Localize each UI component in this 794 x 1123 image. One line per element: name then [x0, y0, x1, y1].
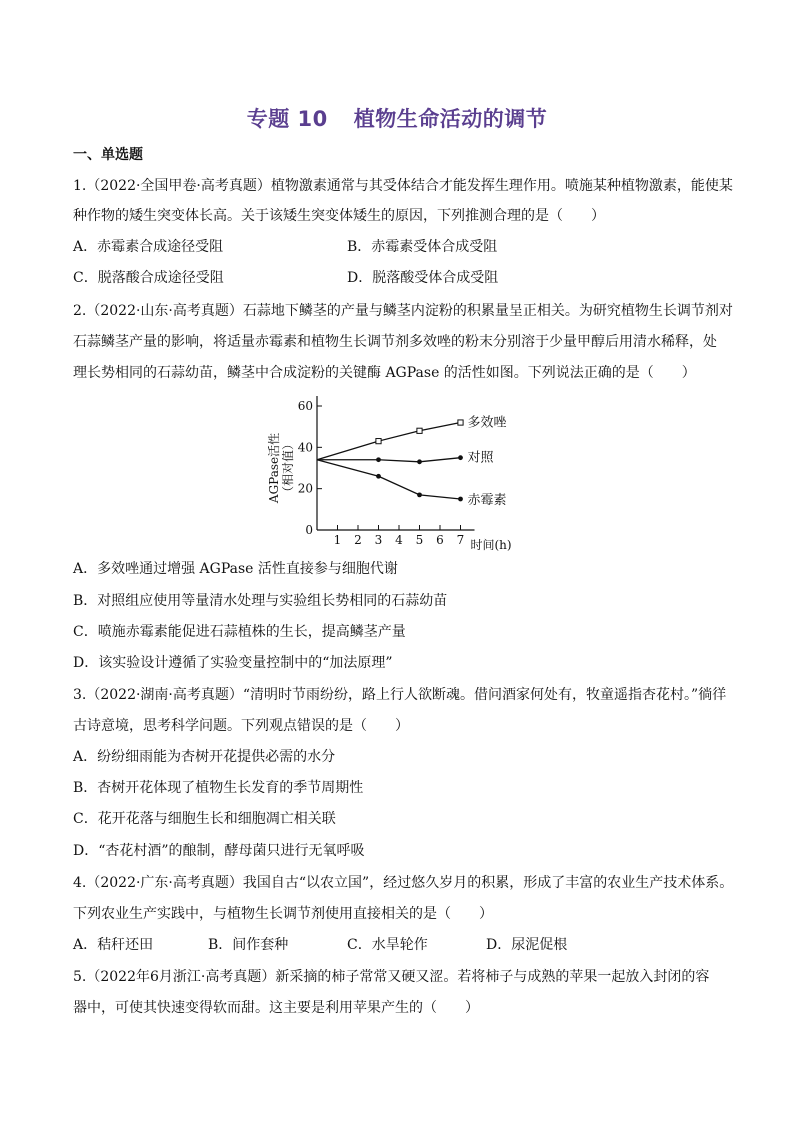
- data-point: [376, 439, 381, 444]
- q2-option-c: C．喷施赤霉素能促进石蒜植株的生长，提高鳞茎产量: [73, 624, 406, 640]
- series-line-2: [317, 460, 461, 499]
- q3-option-c: C．花开花落与细胞生长和细胞凋亡相关联: [73, 811, 336, 827]
- x-tick-label: 1: [333, 533, 342, 547]
- q4-stem-line1: 4.（2022·广东·高考真题）我国自古“以农立国”，经过悠久岁月的积累，形成了丰富的农业生产技术体系。: [73, 875, 734, 891]
- series-line-1: [317, 458, 461, 462]
- x-tick-label: 2: [354, 533, 362, 547]
- q4-stem-line2: 下列农业生产实践中，与植物生长调节剂使用直接相关的是（ ）: [73, 906, 493, 922]
- q2-stem-line2: 石蒜鳞茎产量的影响，将适量赤霉素和植物生长调节剂多效唑的粉末分别溶于少量甲醇后用清水稀释，处: [73, 334, 717, 350]
- y-tick-label: 60: [297, 399, 313, 413]
- q4-option-d: D．尿泥促根: [486, 937, 568, 953]
- q2-option-a: A．多效唑通过增强 AGPase 活性直接参与细胞代谢: [73, 561, 398, 577]
- q3-option-b: B．杏树开花体现了植物生长发育的季节周期性: [73, 780, 364, 796]
- section-heading: 一、单选题: [73, 147, 143, 163]
- x-tick-label: 5: [415, 533, 424, 547]
- page-title: [0, 103, 794, 133]
- x-axis-label: 时间(h): [470, 538, 512, 552]
- q1-option-a: A．赤霉素合成途径受阻: [73, 239, 224, 255]
- q2-option-d: D．该实验设计遵循了实验变量控制中的“加法原理”: [73, 655, 393, 671]
- q2-option-b: B．对照组应使用等量清水处理与实验组长势相同的石蒜幼苗: [73, 593, 448, 609]
- q1-option-c: C．脱落酸合成途径受阻: [73, 270, 224, 286]
- data-point: [417, 428, 422, 433]
- y-tick-label: 40: [297, 440, 313, 455]
- q1-option-b: B．赤霉素受体合成受阻: [347, 239, 498, 255]
- x-tick-label: 4: [395, 533, 403, 547]
- agpase-line-chart: [262, 392, 552, 562]
- series-label: 对照: [467, 450, 494, 466]
- q4-option-b: B．间作套种: [208, 937, 289, 953]
- series-label: 多效唑: [467, 415, 507, 431]
- data-point: [458, 497, 463, 502]
- data-point: [417, 492, 422, 497]
- q4-option-c: C．水旱轮作: [347, 937, 428, 953]
- q5-stem-line1: 5.（2022年6月浙江·高考真题）新采摘的柿子常常又硬又涩。若将柿子与成熟的苹果一起放入封闭的容: [73, 969, 710, 985]
- q2-stem-line3: 理长势相同的石蒜幼苗，鳞茎中合成淀粉的关键酶 AGPase 的活性如图。下列说法正确的是（ ）: [73, 365, 696, 381]
- q5-stem-line2: 器中，可使其快速变得软而甜。这主要是利用苹果产生的（ ）: [73, 1000, 479, 1016]
- q1-stem-line2: 种作物的矮生突变体长高。关于该矮生突变体矮生的原因，下列推测合理的是（ ）: [73, 208, 605, 224]
- title-number: 专题 10: [246, 107, 328, 131]
- x-tick-label: 6: [436, 533, 444, 547]
- data-point: [417, 459, 422, 464]
- q2-stem-line1: 2.（2022·山东·高考真题）石蒜地下鳞茎的产量与鳞茎内淀粉的积累量呈正相关。为研究植物生长调节剂对: [73, 303, 733, 319]
- data-point: [376, 474, 381, 479]
- q1-stem-line1: 1.（2022·全国甲卷·高考真题）植物激素通常与其受体结合才能发挥生理作用。喷施某种植物激素，能使某: [73, 178, 733, 194]
- data-point: [376, 457, 381, 462]
- q3-option-d: D．“杏花村酒”的酿制，酵母菌只进行无氧呼吸: [73, 843, 365, 859]
- y-axis-label-unit: （相对值）: [281, 437, 295, 499]
- series-line-0: [317, 423, 461, 460]
- y-axis-label: AGPase活性: [267, 432, 281, 504]
- q1-option-d: D．脱落酸受体合成受阻: [347, 270, 499, 286]
- title-text: 植物生命活动的调节: [353, 107, 548, 131]
- q4-option-a: A．秸秆还田: [73, 937, 154, 953]
- data-point: [458, 420, 463, 425]
- y-tick-label: 0: [305, 523, 313, 537]
- x-tick-label: 7: [456, 533, 465, 547]
- data-point: [458, 455, 463, 460]
- q3-option-a: A．纷纷细雨能为杏树开花提供必需的水分: [73, 749, 336, 765]
- x-tick-label: 3: [374, 533, 383, 547]
- y-tick-label: 20: [297, 481, 313, 496]
- q3-stem-line1: 3.（2022·湖南·高考真题）“清明时节雨纷纷，路上行人欲断魂。借问酒家何处有，牧童遥指杏花村。”徜徉: [73, 687, 727, 703]
- series-label: 赤霉素: [467, 493, 507, 508]
- q3-stem-line2: 古诗意境，思考科学问题。下列观点错误的是（ ）: [73, 718, 409, 734]
